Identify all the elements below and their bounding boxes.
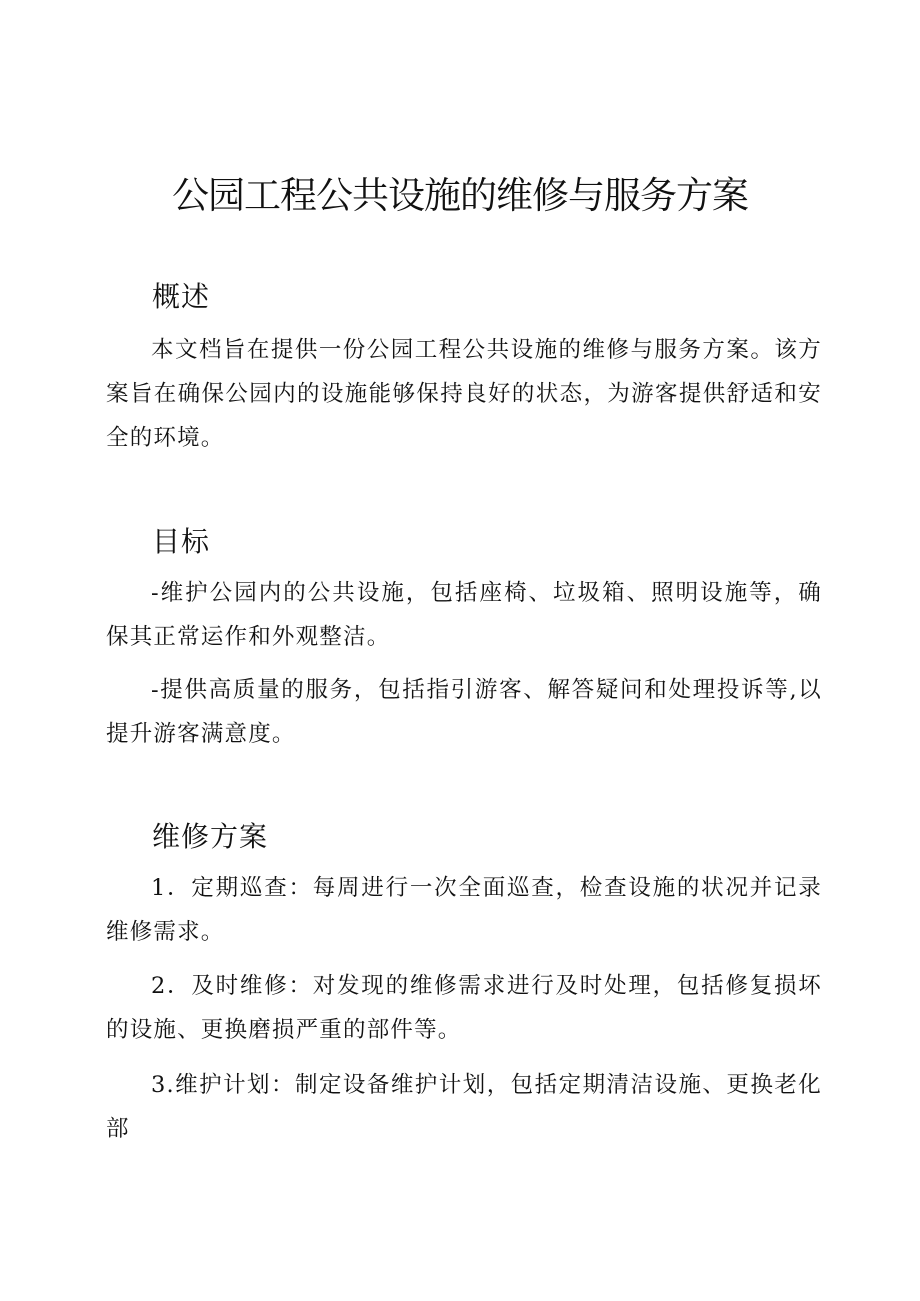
repair-plan-item-3: 3.维护计划：制定设备维护计划，包括定期清洁设施、更换老化部	[106, 1072, 822, 1142]
repair-plan-item-1: 1．定期巡查：每周进行一次全面巡查，检查设施的状况并记录维修需求。	[106, 875, 822, 945]
overview-paragraph: 本文档旨在提供一份公园工程公共设施的维修与服务方案。该方案旨在确保公园内的设施能够保持良好的状态，为游客提供舒适和安全的环境。	[106, 337, 822, 451]
repair-plan-item-2: 2．及时维修：对发现的维修需求进行及时处理，包括修复损坏的设施、更换磨损严重的部件等。	[106, 973, 822, 1043]
section-heading-goals: 目标	[152, 525, 211, 558]
section-heading-overview: 概述	[152, 280, 211, 313]
document-title: 公园工程公共设施的维修与服务方案	[172, 174, 748, 217]
section-heading-repair-plan: 维修方案	[152, 820, 269, 853]
goal-item-2: -提供高质量的服务，包括指引游客、解答疑问和处理投诉等,以提升游客满意度。	[106, 677, 822, 747]
goal-item-1: -维护公园内的公共设施，包括座椅、垃圾箱、照明设施等，确保其正常运作和外观整洁。	[106, 580, 822, 650]
